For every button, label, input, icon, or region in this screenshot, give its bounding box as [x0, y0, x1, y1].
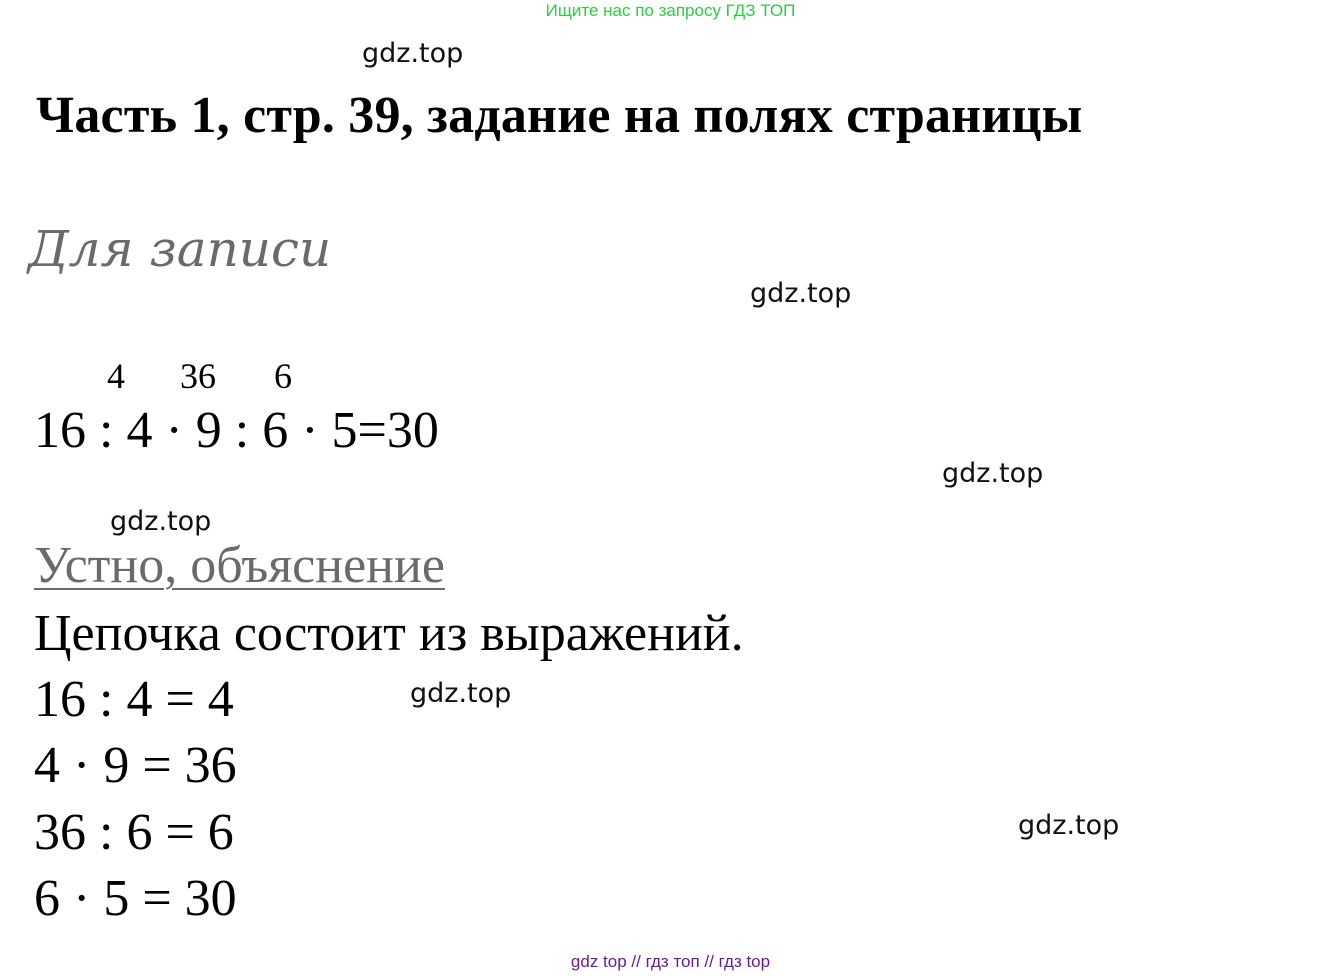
page-title: Часть 1, стр. 39, задание на полях страницы [36, 87, 1083, 144]
watermark-2: gdz.top [750, 278, 852, 309]
step-1: 16 : 4 = 4 [34, 671, 234, 728]
section-heading-oral: Устно, объяснение [34, 537, 445, 594]
watermark-4: gdz.top [110, 506, 212, 537]
footer-links: gdz top // гдз топ // гдз top [570, 952, 771, 971]
section-heading-record: Для записи [28, 220, 332, 278]
superscript-3: 6 [274, 356, 292, 396]
step-3: 36 : 6 = 6 [34, 804, 234, 861]
watermark-6: gdz.top [1018, 810, 1120, 841]
top-banner: Ищите нас по запросу ГДЗ ТОП [545, 1, 796, 20]
step-4: 6 · 5 = 30 [34, 870, 237, 927]
watermark-1: gdz.top [362, 38, 464, 69]
superscript-1: 4 [107, 356, 125, 396]
chain-expression: 16 : 4 · 9 : 6 · 5=30 [34, 402, 439, 459]
watermark-5: gdz.top [410, 678, 512, 709]
superscript-2: 36 [180, 356, 216, 396]
oral-intro: Цепочка состоит из выражений. [34, 605, 744, 662]
step-2: 4 · 9 = 36 [34, 737, 237, 794]
watermark-3: gdz.top [942, 458, 1044, 489]
